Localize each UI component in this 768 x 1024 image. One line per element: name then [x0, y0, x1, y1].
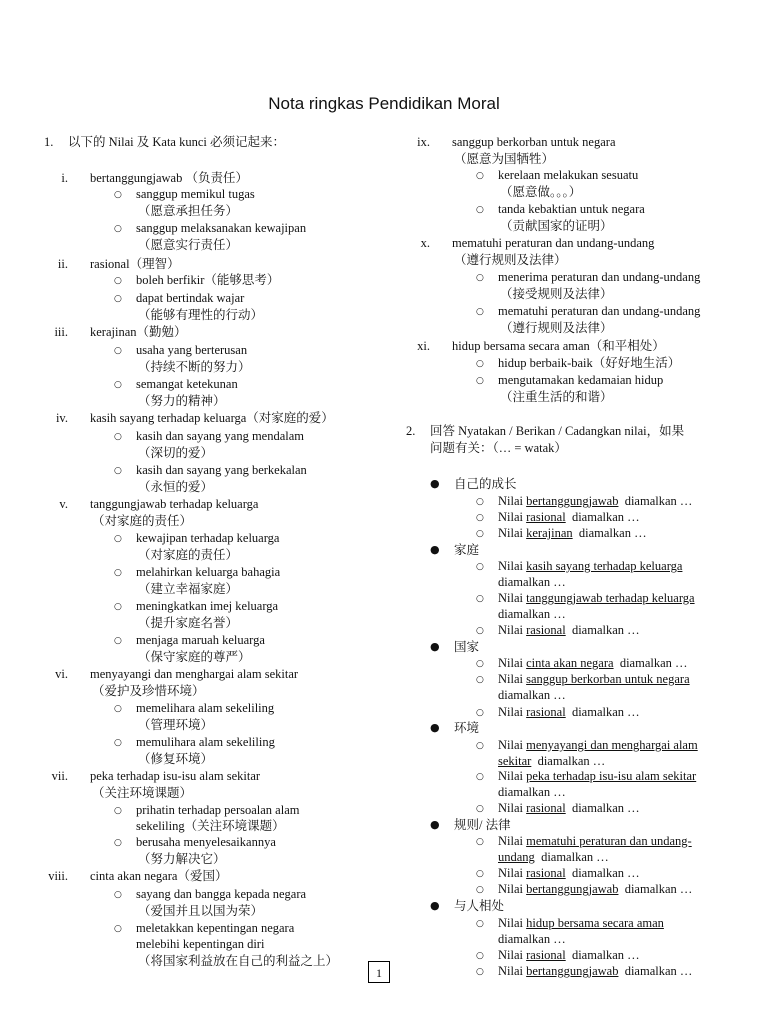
answer-line: Nilai kerajinan diamalkan …	[498, 526, 647, 540]
keyword: meletakkan kepentingan negara	[136, 921, 295, 935]
bullet-icon: ●	[430, 640, 440, 653]
keyword: sekeliling（关注环境课题）	[136, 819, 285, 833]
value-title: bertanggungjawab （负责任）	[90, 171, 248, 185]
keyword-translation: （深切的爱）	[138, 446, 214, 460]
circle-bullet-icon: ○	[114, 738, 122, 748]
keyword: menerima peraturan dan undang-undang	[498, 270, 701, 284]
value-title: hidup bersama secara aman（和平相处）	[452, 339, 665, 353]
keyword: sayang dan bangga kepada negara	[136, 887, 307, 901]
keyword-translation: （管理环境）	[138, 718, 214, 732]
keyword-translation: （努力的精神）	[138, 394, 226, 408]
answer-line: Nilai rasional diamalkan …	[498, 866, 640, 880]
value-keyword: rasional	[526, 705, 566, 719]
keyword: sanggup melaksanakan kewajipan	[136, 221, 307, 235]
circle-bullet-icon: ○	[476, 741, 484, 751]
keyword: hidup berbaik-baik（好好地生活）	[498, 356, 681, 370]
keyword-translation: （贡献国家的证明）	[500, 219, 613, 233]
circle-bullet-icon: ○	[114, 568, 122, 578]
keyword: semangat ketekunan	[136, 377, 238, 391]
keyword-translation: （保守家庭的尊严）	[138, 650, 251, 664]
circle-bullet-icon: ○	[476, 497, 484, 507]
value-number: viii.	[48, 869, 68, 883]
value-title: mematuhi peraturan dan undang-undang	[452, 236, 655, 250]
answer-line: Nilai cinta akan negara diamalkan …	[498, 656, 688, 670]
keyword: memelihara alam sekeliling	[136, 701, 275, 715]
keyword-translation: （愿意做。。。）	[500, 185, 582, 199]
value-keyword: rasional	[526, 623, 566, 637]
circle-bullet-icon: ○	[476, 307, 484, 317]
keyword: berusaha menyelesaikannya	[136, 835, 276, 849]
answer-continuation: diamalkan …	[498, 575, 566, 589]
circle-bullet-icon: ○	[114, 466, 122, 476]
circle-bullet-icon: ○	[114, 432, 122, 442]
value-translation: （遵行规则及法律）	[454, 253, 567, 267]
keyword-translation: （爱国并且以国为荣）	[138, 904, 264, 918]
keyword-translation: （永恒的爱）	[138, 480, 214, 494]
keyword-translation: （能够有理性的行动）	[138, 308, 264, 322]
answer-line: Nilai bertanggungjawab diamalkan …	[498, 964, 693, 978]
question-text: 以下的 Nilai 及 Kata kunci 必须记起来：	[68, 135, 285, 149]
circle-bullet-icon: ○	[476, 273, 484, 283]
keyword: meningkatkan imej keluarga	[136, 599, 279, 613]
value-keyword: tanggungjawab terhadap keluarga	[526, 591, 695, 605]
value-keyword: bertanggungjawab	[526, 964, 619, 978]
topic-label: 与人相处	[454, 899, 505, 913]
circle-bullet-icon: ○	[114, 224, 122, 234]
question-text: 问题有关：（… = watak）	[430, 441, 567, 455]
answer-continuation: undang diamalkan …	[498, 850, 609, 864]
value-keyword: undang	[498, 850, 535, 864]
circle-bullet-icon: ○	[476, 376, 484, 386]
keyword-translation: （持续不断的努力）	[138, 360, 251, 374]
bullet-icon: ●	[430, 899, 440, 912]
keyword-translation: （愿意实行责任）	[138, 238, 239, 252]
answer-line: Nilai rasional diamalkan …	[498, 705, 640, 719]
bullet-icon: ●	[430, 818, 440, 831]
value-keyword: mematuhi peraturan dan undang-	[526, 834, 692, 848]
answer-line: Nilai rasional diamalkan …	[498, 948, 640, 962]
circle-bullet-icon: ○	[476, 837, 484, 847]
value-title: cinta akan negara（爱国）	[90, 869, 228, 883]
circle-bullet-icon: ○	[114, 838, 122, 848]
value-number: xi.	[417, 339, 430, 353]
value-keyword: peka terhadap isu-isu alam sekitar	[526, 769, 697, 783]
bullet-icon: ●	[430, 477, 440, 490]
keyword: prihatin terhadap persoalan alam	[136, 803, 300, 817]
keyword-translation: （注重生活的和谐）	[500, 390, 613, 404]
value-title: kasih sayang terhadap keluarga（对家庭的爱）	[90, 411, 334, 425]
circle-bullet-icon: ○	[114, 924, 122, 934]
circle-bullet-icon: ○	[114, 704, 122, 714]
value-title: peka terhadap isu-isu alam sekitar	[90, 769, 261, 783]
answer-line: Nilai sanggup berkorban untuk negara	[498, 672, 690, 686]
circle-bullet-icon: ○	[114, 636, 122, 646]
keyword-translation: （遵行规则及法律）	[500, 321, 613, 335]
answer-line: Nilai tanggungjawab terhadap keluarga	[498, 591, 695, 605]
value-title: sanggup berkorban untuk negara	[452, 135, 616, 149]
topic-label: 规则/ 法律	[454, 818, 511, 832]
keyword-translation: （接受规则及法律）	[500, 287, 613, 301]
value-number: x.	[420, 236, 430, 250]
value-translation: （关注环境课题）	[92, 786, 193, 800]
circle-bullet-icon: ○	[476, 804, 484, 814]
question-number: 1.	[44, 135, 54, 149]
keyword-translation: （建立幸福家庭）	[138, 582, 239, 596]
keyword: usaha yang berterusan	[136, 343, 248, 357]
keyword-translation: （对家庭的责任）	[138, 548, 239, 562]
circle-bullet-icon: ○	[114, 602, 122, 612]
answer-line: Nilai mematuhi peraturan dan undang-	[498, 834, 692, 848]
circle-bullet-icon: ○	[114, 294, 122, 304]
value-keyword: rasional	[526, 801, 566, 815]
keyword: mematuhi peraturan dan undang-undang	[498, 304, 701, 318]
topic-label: 家庭	[454, 543, 480, 557]
value-keyword: kerajinan	[526, 526, 573, 540]
topic-label: 国家	[454, 640, 480, 654]
value-translation: （对家庭的责任）	[92, 514, 193, 528]
value-number: i.	[61, 171, 68, 185]
keyword: boleh berfikir（能够思考）	[136, 273, 280, 287]
answer-line: Nilai bertanggungjawab diamalkan …	[498, 494, 693, 508]
value-title: menyayangi dan menghargai alam sekitar	[90, 667, 299, 681]
value-title: rasional（理智）	[90, 257, 180, 271]
value-number: ix.	[417, 135, 430, 149]
circle-bullet-icon: ○	[114, 190, 122, 200]
keyword-translation: （将国家利益放在自己的利益之上）	[138, 954, 339, 968]
circle-bullet-icon: ○	[114, 380, 122, 390]
bullet-icon: ●	[430, 721, 440, 734]
answer-line: Nilai bertanggungjawab diamalkan …	[498, 882, 693, 896]
answer-continuation: diamalkan …	[498, 688, 566, 702]
answer-line: Nilai rasional diamalkan …	[498, 510, 640, 524]
circle-bullet-icon: ○	[476, 359, 484, 369]
circle-bullet-icon: ○	[114, 346, 122, 356]
topic-label: 环境	[454, 721, 480, 735]
question-number: 2.	[406, 424, 416, 438]
value-number: v.	[59, 497, 68, 511]
answer-continuation: diamalkan …	[498, 932, 566, 946]
keyword: melahirkan keluarga bahagia	[136, 565, 281, 579]
value-number: vi.	[55, 667, 68, 681]
page-title: Nota ringkas Pendidikan Moral	[268, 94, 500, 113]
circle-bullet-icon: ○	[476, 885, 484, 895]
keyword: kasih dan sayang yang berkekalan	[136, 463, 307, 477]
circle-bullet-icon: ○	[476, 951, 484, 961]
question-text: 回答 Nyatakan / Berikan / Cadangkan nilai，如果	[430, 424, 685, 438]
value-translation: （爱护及珍惜环境）	[92, 684, 205, 698]
keyword: dapat bertindak wajar	[136, 291, 245, 305]
circle-bullet-icon: ○	[476, 708, 484, 718]
value-keyword: bertanggungjawab	[526, 882, 619, 896]
answer-line: Nilai menyayangi dan menghargai alam	[498, 738, 698, 752]
value-keyword: menyayangi dan menghargai alam	[526, 738, 698, 752]
circle-bullet-icon: ○	[476, 205, 484, 215]
answer-line: Nilai rasional diamalkan …	[498, 801, 640, 815]
circle-bullet-icon: ○	[476, 171, 484, 181]
circle-bullet-icon: ○	[476, 626, 484, 636]
circle-bullet-icon: ○	[476, 772, 484, 782]
answer-line: Nilai peka terhadap isu-isu alam sekitar	[498, 769, 697, 783]
keyword: menjaga maruah keluarga	[136, 633, 265, 647]
keyword-translation: （修复环境）	[138, 752, 214, 766]
circle-bullet-icon: ○	[476, 659, 484, 669]
value-translation: （愿意为国牺牲）	[454, 152, 555, 166]
bullet-icon: ●	[430, 543, 440, 556]
value-title: kerajinan（勤勉）	[90, 325, 187, 339]
keyword-translation: （愿意承担任务）	[138, 204, 239, 218]
topic-label: 自己的成长	[454, 477, 517, 491]
circle-bullet-icon: ○	[114, 806, 122, 816]
circle-bullet-icon: ○	[476, 513, 484, 523]
value-keyword: kasih sayang terhadap keluarga	[526, 559, 683, 573]
keyword-translation: （努力解决它）	[138, 852, 226, 866]
circle-bullet-icon: ○	[476, 919, 484, 929]
value-keyword: cinta akan negara	[526, 656, 614, 670]
value-keyword: hidup bersama secara aman	[526, 916, 664, 930]
answer-line: Nilai kasih sayang terhadap keluarga	[498, 559, 683, 573]
circle-bullet-icon: ○	[114, 890, 122, 900]
value-number: iii.	[54, 325, 68, 339]
keyword: tanda kebaktian untuk negara	[498, 202, 645, 216]
value-keyword: sanggup berkorban untuk negara	[526, 672, 690, 686]
circle-bullet-icon: ○	[476, 967, 484, 977]
answer-line: Nilai rasional diamalkan …	[498, 623, 640, 637]
circle-bullet-icon: ○	[476, 594, 484, 604]
keyword: sanggup memikul tugas	[136, 187, 255, 201]
circle-bullet-icon: ○	[476, 562, 484, 572]
keyword: mengutamakan kedamaian hidup	[498, 373, 664, 387]
value-title: tanggungjawab terhadap keluarga	[90, 497, 259, 511]
value-keyword: rasional	[526, 510, 566, 524]
answer-continuation: diamalkan …	[498, 785, 566, 799]
answer-line: Nilai hidup bersama secara aman	[498, 916, 664, 930]
keyword: melebihi kepentingan diri	[136, 937, 265, 951]
circle-bullet-icon: ○	[476, 869, 484, 879]
keyword: kasih dan sayang yang mendalam	[136, 429, 305, 443]
answer-continuation: sekitar diamalkan …	[498, 754, 606, 768]
circle-bullet-icon: ○	[114, 534, 122, 544]
circle-bullet-icon: ○	[114, 276, 122, 286]
keyword: kewajipan terhadap keluarga	[136, 531, 280, 545]
answer-continuation: diamalkan …	[498, 607, 566, 621]
value-number: vii.	[51, 769, 68, 783]
keyword-translation: （提升家庭名誉）	[138, 616, 239, 630]
value-number: ii.	[57, 257, 68, 271]
value-keyword: rasional	[526, 866, 566, 880]
page-number: 1	[368, 961, 390, 983]
circle-bullet-icon: ○	[476, 529, 484, 539]
circle-bullet-icon: ○	[476, 675, 484, 685]
value-number: iv.	[55, 411, 68, 425]
value-keyword: rasional	[526, 948, 566, 962]
value-keyword: sekitar	[498, 754, 532, 768]
value-keyword: bertanggungjawab	[526, 494, 619, 508]
keyword: kerelaan melakukan sesuatu	[498, 168, 639, 182]
keyword: memulihara alam sekeliling	[136, 735, 275, 749]
